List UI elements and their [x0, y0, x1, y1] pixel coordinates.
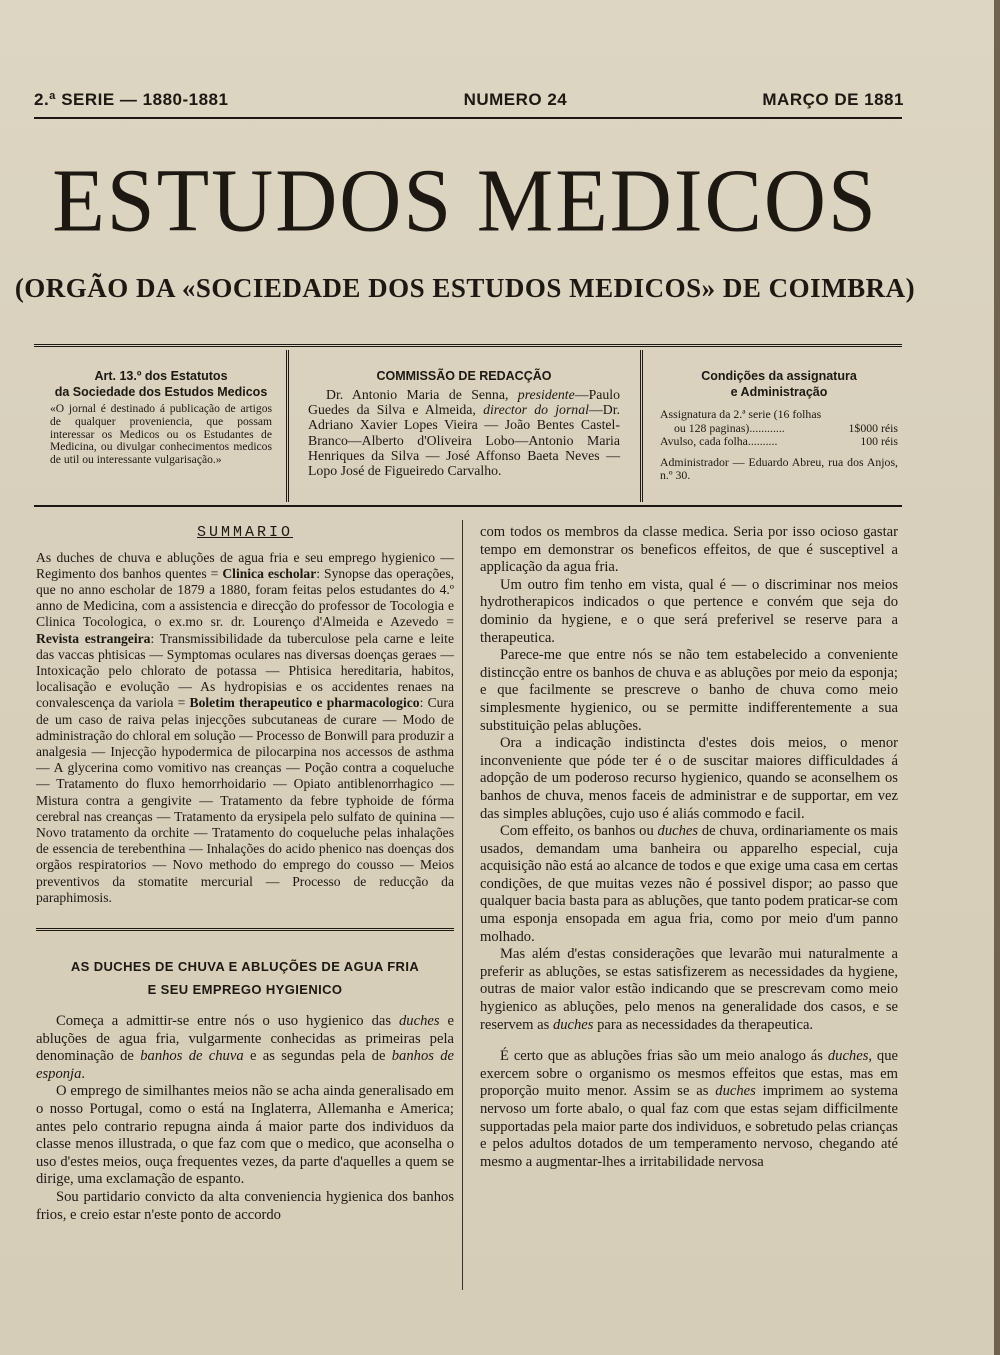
summary-t1: As duches de chuva e abluções de agua fria e seu emprego hygienico — Regimento dos banhos quentes =	[36, 549, 454, 581]
summary-heading: SUMMARIO	[196, 524, 293, 541]
editorial-box	[308, 352, 620, 500]
statutes-box	[50, 352, 272, 500]
administrator: Administrador — Eduardo Abreu, rua dos Anjos, n.º 30.	[660, 454, 898, 483]
p1c: e as segundas pela de	[243, 1048, 392, 1065]
r5i: duches	[657, 823, 699, 840]
editorial-heading: COMMISSÃO DE REDACÇÃO	[376, 369, 552, 383]
masthead-rule	[34, 344, 902, 349]
masthead-subtitle: (ORGÃO DA «SOCIEDADE DOS ESTUDOS MEDICOS» DE COIMBRA)	[14, 273, 916, 303]
issue-line	[34, 90, 904, 110]
r7i1: duches	[827, 1048, 869, 1065]
r6i: duches	[552, 1016, 594, 1033]
summary-b3: Boletim therapeutico e pharmacologico	[189, 695, 420, 711]
editorial-text	[308, 387, 620, 478]
r7a: É certo que as abluções frias são um meio analogo ás	[500, 1048, 828, 1065]
date-label: MARÇO DE 1881	[762, 90, 904, 109]
article-r3: Parece-me que entre nós se não tem estabelecido a conveniente distincção entre os banhos de chuva e as abluções por meio da esponja; e que facilmente se prescreve o banho de chuva como meio simplesmente hygienico, ou se permitte indifferentemente a sua substituição pelas abluções.	[480, 647, 898, 734]
article-r6	[480, 946, 898, 1034]
summary-t2: : Synopse das operações, que no anno escholar de 1879 a 1880, foram feitas pelos estudantes do 4.º anno de Medicina, com a assistencia e direcção do professor de Tocologia e Clinica Tocologica, o ex.mo sr. dr. Lourenço d'Almeida e Azevedo =	[36, 565, 455, 630]
article-p1	[36, 1013, 454, 1083]
subscription-box	[660, 352, 898, 500]
page-edge	[994, 0, 1000, 1355]
article-title	[36, 955, 454, 1001]
r5b: de chuva, ordinariamente os mais usados, demandam uma banheira ou apparelho especial, cuja acquisição não está ao alcance de todos e que exige uma casa em certas condições, de que muitas vezes não é possivel dispor; ao passo que qualquer bacia basta para as abluções, que tanto podem praticar-se com uma esponja ensopada em agua fria, como por meio d'um panno molhado.	[480, 823, 898, 945]
summary-b2: Revista estrangeira	[36, 630, 151, 646]
box-divider-right	[640, 350, 645, 502]
p1i3: banhos de esponja	[36, 1048, 455, 1082]
article-r5	[480, 823, 898, 946]
column-rule	[462, 520, 463, 1290]
editorial-text-c: —Dr. Adriano Xavier Lopes Vieira — João Bentes Castel-Branco—Alberto d'Oliveira Lobo—Antonio Maria Henriques da Silva — José Affonso Baeta Neves — Lopo José de Figueiredo Carvalho.	[308, 402, 620, 479]
editorial-presidente: presidente	[517, 387, 575, 402]
article-r1: com todos os membros da classe medica. Seria por isso ocioso gastar tempo em demonstrar os beneficos effeitos, de que é susceptivel a applicação da agua fria.	[480, 524, 898, 576]
statutes-subheading: da Sociedade dos Estudos Medicos	[54, 385, 268, 399]
top-rule	[34, 117, 902, 119]
summary-t3: : Transmissibilidade da tuberculose pela carne e leite das vaccas phtisicas — Symptomas oculares nas diversas doenças geraes — Intoxicação pelo chlorato de potassa — Phtisica hereditaria, habitos, localisação e evolução — As hydropisias e os accidentes renaes na convalescença da variola =	[36, 630, 454, 711]
article-body-left	[36, 1013, 454, 1224]
price-line-3-value: 100 réis	[860, 434, 898, 449]
numero-label: NUMERO 24	[463, 90, 568, 109]
article-p2: O emprego de similhantes meios não se acha ainda generalisado em o nosso Portugal, como o está na Inglaterra, Allemanha e America; antes pelo contrario repugna ainda á maior parte dos individuos da classe menos illustrada, o que faz com que o medico, que aconselha o uso d'estes meios, ouça frequentes vezes, da parte d'aquelles a quem se dirige, uma exclamação de espanto.	[36, 1083, 454, 1188]
editorial-director: director do jornal	[483, 402, 589, 418]
r6a: Mas além d'estas considerações que levarão mui naturalmente a preferir as abluções, se estas satisfizerem as necessidades da hygiene, outras de maior valor estão indicando que se prescrevam como meio hygienico as abluções, pelo menos na generalidade dos casos, e se reservem as	[480, 946, 898, 1033]
serie-label: 2.ª SERIE — 1880-1881	[34, 90, 229, 109]
right-column	[480, 524, 898, 1171]
article-p3: Sou partidario convicto da alta conveniencia hygienica dos banhos frios, e creio estar n'este ponto de accordo	[36, 1189, 454, 1223]
price-line-2	[660, 422, 898, 436]
subscription-heading: Condições da assignatura	[701, 369, 857, 383]
box-divider-left	[286, 350, 291, 502]
article-r2: Um outro fim tenho em vista, qual é — o discriminar nos meios hydrotherapicos indicados o que pertence e convém que seja do dominio da hygiene, e o que será preferivel se reserve para a therapeutica.	[480, 576, 898, 646]
article-title-line1: AS DUCHES DE CHUVA E ABLUÇÕES DE AGUA FRIA	[70, 959, 420, 975]
r7c: imprimem ao systema nervoso um forte abalo, o qual faz com que estas sejam difficilmente supportadas pela maior parte dos individuos, e sobretudo pelas crianças e pelos adultos dotados de um temperamento nervoso, chegando até mesmo a augmentar-lhes a irritabilidade nervosa	[480, 1083, 898, 1170]
r7b: , que exercem sobre o organismo os mesmos effeitos que estas, mas em proporção muito menor. Assim se as	[480, 1048, 898, 1100]
subscription-prices	[660, 408, 898, 483]
statutes-text: «O jornal é destinado á publicação de artigos de qualquer proveniencia, que possam interessar os Medicos ou os Estudantes de Medicina, ou divulgar conhecimentos medicos de util ou interessante vulgarisação.»	[50, 402, 272, 467]
article-r7	[480, 1048, 898, 1171]
summary-text	[36, 550, 454, 906]
editorial-text-b: —Paulo Guedes da Silva e Almeida,	[308, 387, 620, 418]
price-line-3-label: Avulso, cada folha..........	[660, 434, 778, 449]
r6b: para as necessidades da therapeutica.	[593, 1016, 814, 1033]
p1a: Começa a admittir-se entre nós o uso hygienico das	[56, 1013, 399, 1030]
statutes-heading: Art. 13.º dos Estatutos	[94, 369, 228, 383]
p1i2: banhos de chuva	[140, 1048, 244, 1065]
article-r4: Ora a indicação indistincta d'estes dois meios, o menor inconveniente que póde ter é o de suscitar maiores difficuldades á adopção de um poderoso recurso hygienico, quando se aconselhem os banhos de chuva, menos faceis de administrar e de supportar, em vez das simples abluções, cujo uso é aliás commodo e facil.	[480, 735, 898, 822]
price-line-3	[660, 435, 898, 449]
r7i2: duches	[715, 1083, 756, 1100]
p1i1: duches	[399, 1013, 440, 1030]
r5a: Com effeito, os banhos ou	[500, 823, 658, 840]
summary-b1: Clinica escholar	[222, 565, 317, 581]
boxes-bottom-rule	[34, 505, 902, 507]
article-title-line2: E SEU EMPREGO HYGIENICO	[147, 982, 343, 998]
summary-rule	[36, 928, 454, 931]
masthead-title: ESTUDOS MEDICOS	[52, 149, 878, 251]
price-line-2-value: 1$000 réis	[848, 420, 898, 435]
p1b: e abluções de agua fria, vulgarmente conhecidas as primeiras pela denominação de	[36, 1013, 454, 1065]
price-line-1: Assignatura da 2.ª serie (16 folhas	[660, 407, 822, 421]
summary-t4: : Cura de um caso de raiva pelas injecções subcutaneas de curare — Modo de administração do chloral em solução — Processo de Bonwill para produzir a analgesia — Injecção hypodermica de pilocarpina nos accessos de asthma — A glycerina como vomitivo nas creanças — Poção contra a coqueluche — Tratamento do fluxo hemorrhoidario — Opiato antiblenorrhagico — Mistura contra a gengivite — Tratamento da febre typhoide de fórma cerebral nas creanças — Tratamento da erysipela pelo sulfato de quinina — Novo tratamento da orchite — Tratamento do coqueluche pelas inhalações de essencia de terebenthina — Inhalações do acido phenico nas doenças dos orgãos respiratorios — Novo methodo do emprego do cousso — Meios preventivos da stomatite mercurial — Processo de reducção da paraphimosis.	[36, 695, 454, 905]
left-column	[36, 524, 454, 1224]
editorial-text-a: Dr. Antonio Maria de Senna,	[326, 387, 518, 402]
price-line-2-label: ou 128 paginas)............	[674, 420, 785, 435]
subscription-subheading: e Administração	[730, 385, 828, 399]
p1d: .	[81, 1065, 86, 1082]
